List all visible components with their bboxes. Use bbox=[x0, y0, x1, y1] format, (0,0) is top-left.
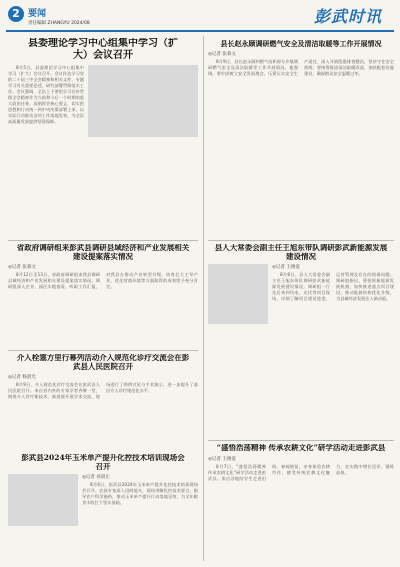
article-body: 8月9日，县长赵永顾到燃气站和部分乡镇调研燃气安全及清洁取暖等工作开展情况。他强调，要牢固树立安全发展理念，压紧压实安全生产责任，深入开展隐患排查整治，坚决守住安全底线；要统筹推进清洁取暖改造，加快配套设施建设，确保群众安全温暖过冬。 bbox=[208, 59, 394, 77]
page-number: 2 bbox=[8, 6, 24, 22]
article-study-meeting bbox=[8, 38, 198, 238]
article-new-energy bbox=[208, 244, 394, 438]
article-farming-study bbox=[208, 444, 394, 562]
meeting-photo bbox=[88, 65, 198, 137]
article-provincial-inspection bbox=[8, 244, 198, 348]
article-byline: ◎记者 王俊宴 bbox=[208, 456, 236, 462]
article-divider bbox=[208, 440, 394, 441]
section-title: 要闻 bbox=[28, 9, 47, 19]
article-headline: 彭武县2024年玉米单产提升化控技术培训现场会召开 bbox=[21, 454, 185, 471]
survey-photo bbox=[208, 264, 268, 324]
article-headline: “盛悟浩荡精神 传承农耕文化”研学活动走进彭武县 bbox=[216, 444, 386, 452]
article-headline: 介入栓塞方里行幕列活动介入规范化诊疗交流会在彭武县人民医院召开 bbox=[16, 354, 190, 371]
article-body: 8月12日至13日，省政府调研组来我县调研县域经济和产业发展相关建设提案落实情况。调研组深入企业、园区实地查看，听取工作汇报，对我县在推动产业转型升级、培育壮大主导产业、优化营商环境等方面取得的成效给予充分肯定。 bbox=[8, 272, 198, 290]
article-byline: ◎记者 张慕文 bbox=[208, 52, 236, 58]
column-divider bbox=[203, 36, 204, 561]
article-divider bbox=[8, 240, 198, 241]
article-headline: 县长赵永顾调研燃气安全及清洁取暖等工作开展情况 bbox=[220, 40, 382, 48]
article-hospital-forum bbox=[8, 354, 198, 450]
newspaper-logo: 彭武时讯 bbox=[313, 7, 382, 26]
editor-line: 责任编辑 ZHANGYU 2024/08 bbox=[28, 21, 90, 26]
article-byline: ◎记者 王俊宴 bbox=[272, 265, 300, 271]
article-body: 8月9日，介入规范化诊疗交流会在彭武县人民医院召开。来自省内外的专家学者齐聚一堂，围绕介入诊疗新技术、新进展开展学术交流，现场进行了病例讨论与手术演示，进一步提升了基层介入诊疗规范化水平。 bbox=[8, 382, 198, 400]
article-byline: ◎记者 孙晨正 bbox=[82, 475, 110, 481]
article-headline: 省政府调研组来彭武县调研县域经济和产业发展相关建设提案落实情况 bbox=[16, 244, 190, 261]
article-corn-training bbox=[8, 454, 198, 562]
article-divider bbox=[8, 350, 198, 351]
article-body: 8月6日，彭武县2024年玉米单产提升化控技术培训现场会召开。农技专家深入田间地头，现场讲解化控技术要点，指导农户科学施药，推动玉米单产提升行动落地见效，为全年粮食丰收打下坚实基础。 bbox=[82, 482, 198, 506]
article-body: 8月5日，县委理论学习中心组集中学习（扩大）会议召开。会议传达学习党的二十届三中全会精神和相关文件，专题学习有关重要论述，研究部署贯彻落实工作。会议强调，全县上下要把学习宣传贯彻全会精神作为当前和今后一个时期的重大政治任务，深刻领会核心要义，切实把思想和行动统一到中央决策部署上来，以实际行动推动各项工作落地见效，为全县高质量发展提供坚强保障。 bbox=[8, 65, 84, 124]
article-body: 8月8日，县人大常委会副主任王旭东带队调研彭武新能源发展建设情况。调研组一行先后来到风电、光伏等项目现场，详细了解项目建设进度、运营管理及存在的困难问题。调研组指出，要抢抓新能源发展机遇，加快推进重点项目建设，推动能源结构优化升级，为县域经济发展注入新动能。 bbox=[272, 272, 394, 302]
article-divider bbox=[208, 240, 394, 241]
article-body: 8月7日，“盛悟浩荡精神 传承农耕文化”研学活动走进彭武县。来自各地的学生走进田间、参观展馆，亲身体验农耕劳作，感受传统农耕文化魅力，在实践中增长见识、锤炼品格。 bbox=[208, 463, 394, 481]
article-byline: ◎记者 杨晨光 bbox=[8, 375, 36, 381]
masthead-rule bbox=[6, 30, 394, 32]
article-headline: 县人大常委会副主任王旭东带队调研彭武新能源发展建设情况 bbox=[214, 244, 388, 261]
article-gas-safety bbox=[208, 40, 394, 238]
article-headline: 县委理论学习中心组集中学习（扩大）会议召开 bbox=[28, 38, 178, 61]
field-photo bbox=[8, 474, 78, 526]
article-byline: ◎记者 张慕文 bbox=[8, 265, 36, 271]
